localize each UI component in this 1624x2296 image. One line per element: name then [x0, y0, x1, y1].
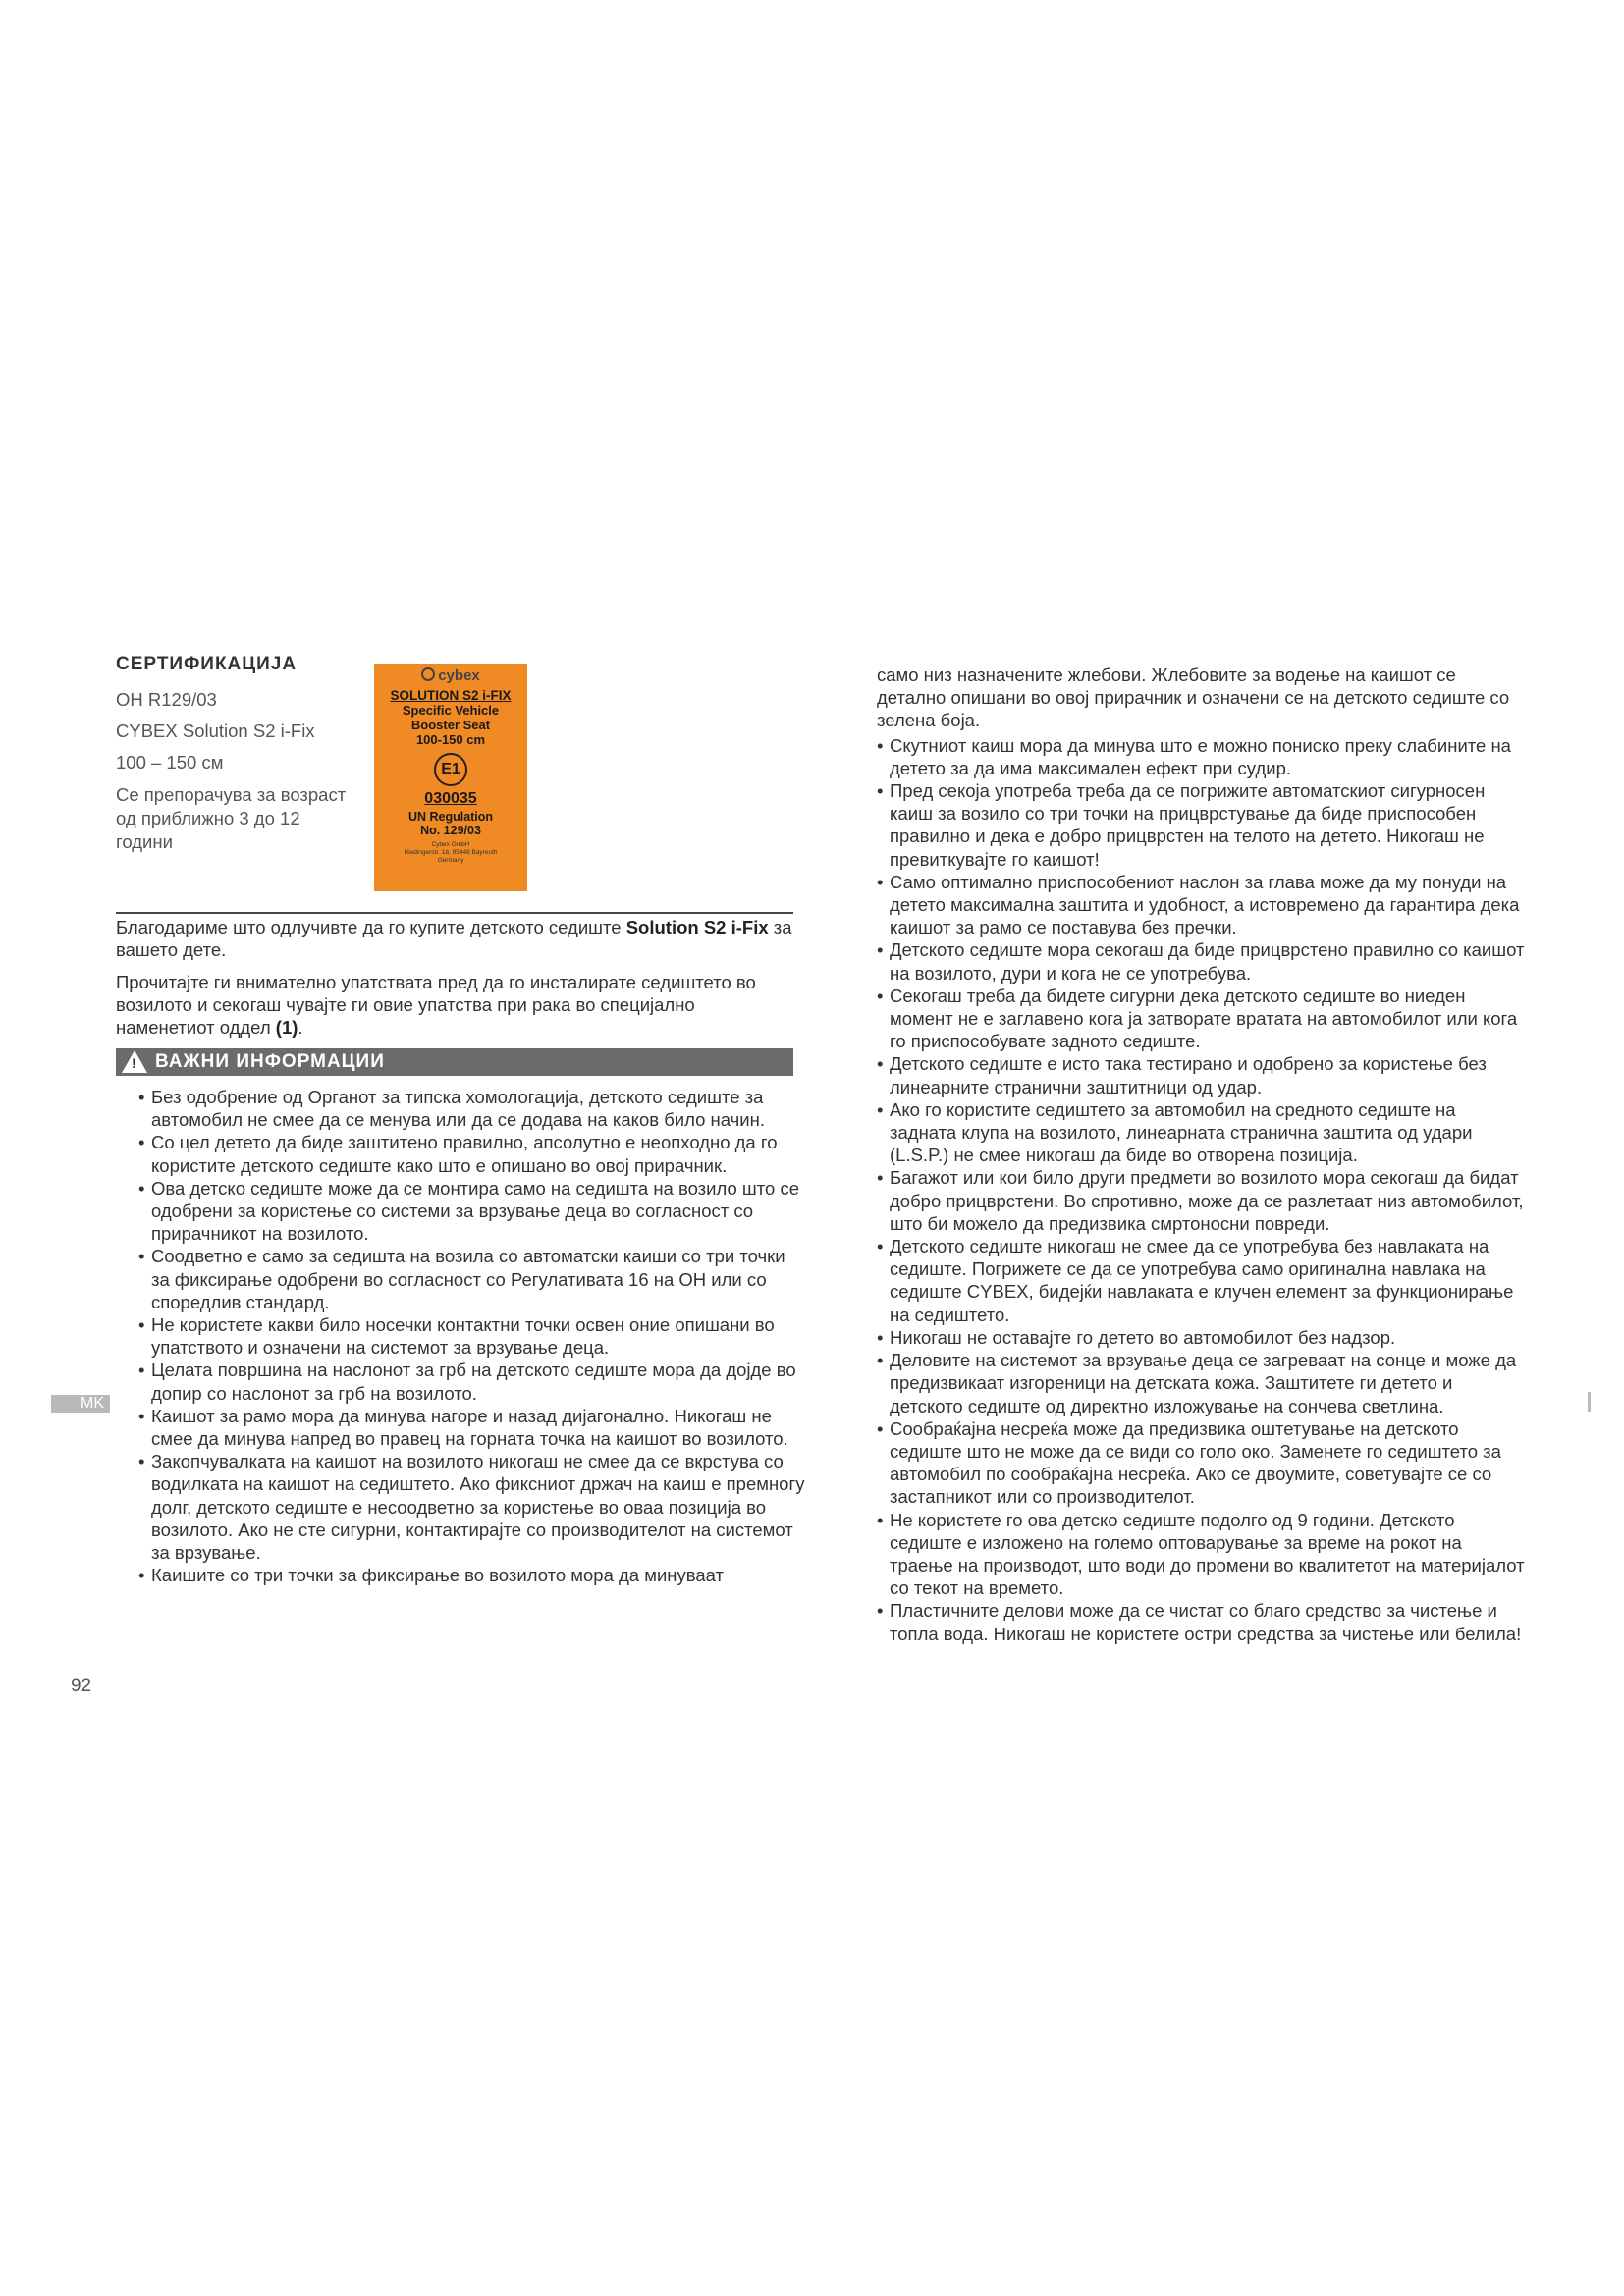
list-item: • Каишот за рамо мора да минува нагоре и назад дијагонално. Никогаш не смее да минува напред во правец на горната точка на каишот во возилото.: [138, 1405, 806, 1450]
warning-header: [116, 1048, 793, 1076]
list-item: • Само оптимално приспособениот наслон за глава може да му понуди на детето максимална заштита и удобност, а истовремено да гарантира дека каишот за рамо се поставува без пречки.: [877, 871, 1525, 939]
list-item: • Детското седиште е исто така тестирано и одобрено за користење без линеарните странични заштитници од удар.: [877, 1052, 1525, 1097]
language-tab: MK: [51, 1395, 110, 1413]
list-item: • Закопчувалката на каишот на возилото никогаш не смее да се вкрстува со водилката на каишот на седиштето. Ако фиксниот држач на каиш е премногу долг, детското седиште е несоодветно за користење во оваа позиција во возилото. Ако не сте сигурни, контактирајте со производителот на системот за врзување.: [138, 1450, 806, 1564]
list-item: • Со цел детето да биде заштитено правилно, апсолутно е неопходно да го користите детското седиште како што е опишано во овој прирачник.: [138, 1131, 806, 1176]
section-divider: [116, 912, 793, 914]
intro-section: [116, 916, 793, 1048]
intro-text: Благодариме што одлучивте да го купите детското седиште: [116, 917, 626, 937]
label-regulation-line: UN Regulation: [407, 810, 494, 824]
list-item: • Детското седиште мора секогаш да биде прицврстено правилно со каишот на возилото, дури и кога не се употребува.: [877, 938, 1525, 984]
list-item: • Ова детско седиште може да се монтира само на седишта на возило што се одобрени за користење со системи за врзување деца во согласност со прирачникот на возилото.: [138, 1177, 806, 1246]
list-item: • Ако го користите седиштето за автомобил на средното седиште на задната клупа на возилото, линеарната странична заштита од удари (L.S.P.) не смее никогаш да биде во отворена позиција.: [877, 1098, 1525, 1167]
page-number: 92: [71, 1676, 92, 1696]
list-item: • Секогаш треба да бидете сигурни дека детското седиште во ниеден момент не е заглавено кога ја затворате вратата на автомобилот или кога го приспособувате задното седиште.: [877, 985, 1525, 1053]
label-fine-print: [374, 841, 527, 865]
certification-section: [116, 654, 361, 854]
right-info-list: [877, 734, 1525, 1645]
list-item: • Целата површина на наслонот за грб на детското седиште мора да дојде во допир со наслонот за грб на возилото.: [138, 1359, 806, 1404]
approval-label: [374, 664, 527, 891]
right-info-column: [877, 664, 1525, 1645]
warning-title: ВАЖНИ ИНФОРМАЦИИ: [155, 1051, 385, 1072]
list-item: • Никогаш не оставајте го детето во автомобилот без надзор.: [877, 1326, 1525, 1349]
label-sub: [374, 703, 527, 747]
intro-text: за вашето дете.: [116, 917, 792, 960]
list-item: • Детското седиште никогаш не смее да се употребува без навлаката на седиште. Погрижете се да се употребува само оригинална навлака на седиште CYBEX, бидејќи навлаката е клучен елемент за функционирање на седиштето.: [877, 1235, 1525, 1326]
list-item: • Не користете го ова детско седиште подолго од 9 години. Детското седиште е изложено на големо оптоварување за време на рокот на траење на производот, што води до промени во квалитетот на материјалот со текот на времето.: [877, 1509, 1525, 1600]
continued-text: само низ назначените жлебови. Жлебовите за водење на каишот се детално опишани во овој прирачник и означени се на детското седиште со зелена боја.: [877, 665, 1510, 731]
list-item: • Деловите на системот за врзување деца се загреваат на сонце и може да предизвикаат изгореници на детската кожа. Заштитете ги детето и детското седиште од директно изложување на сончева светлина.: [877, 1349, 1525, 1417]
label-regulation-line: No. 129/03: [420, 824, 481, 837]
label-sub-line: Booster Seat: [410, 718, 491, 732]
label-fine-line: Germany: [437, 857, 464, 864]
list-item: • Без одобрение од Органот за типска хомологација, детското седиште за автомобил не смее да се менува или да се додава на каков било начин.: [138, 1086, 806, 1131]
intro-text: Прочитајте ги внимателно упатствата пред да го инсталирате седиштето во возилото и секогаш чувајте ги овие упатства при рака во специјално наменетиот оддел: [116, 972, 756, 1038]
brand-logo-icon: [421, 667, 435, 681]
label-product: SOLUTION S2 i-FIX: [390, 688, 512, 703]
certification-standard: ОН R129/03: [116, 689, 217, 710]
list-item: • Пред секоја употреба треба да се погрижите автоматскиот сигурносен каиш за возило со три точки на прицврстување да биде приспособен правилно и дека е добро прицврстен на телото на детето. Никогаш не превиткувајте го каишот!: [877, 779, 1525, 871]
list-item: • Сообраќајна несреќа може да предизвика оштетување на детското седиште што не може да се види со голо око. Заменете го седиштето за автомобил по сообраќајна несреќа. Ако се двоумите, советувајте се со застапникот или со производителот.: [877, 1417, 1525, 1509]
certification-product: CYBEX Solution S2 i-Fix: [116, 721, 315, 741]
left-info-list: [138, 1086, 806, 1586]
warning-triangle-icon: !: [122, 1050, 147, 1073]
list-item: • Багажот или кои било други предмети во возилото мора секогаш да бидат добро прицврстени. Во спротивно, може да се разлетаат низ автомобилот, што би можело да предизвика смртоносни повреди.: [877, 1166, 1525, 1235]
e-mark-icon: E1: [434, 753, 467, 786]
label-sub-line: 100-150 cm: [415, 732, 486, 747]
label-regulation: [374, 810, 527, 837]
certification-height-range: 100 – 150 см: [116, 752, 224, 773]
label-brand: [374, 667, 527, 684]
intro-paragraph-2: [116, 971, 793, 1039]
list-item: • Пластичните делови може да се чистат со благо средство за чистење и топла вода. Никогаш не користете остри средства за чистење или белила!: [877, 1599, 1525, 1644]
intro-reference: (1): [275, 1017, 298, 1038]
certification-title: СЕРТИФИКАЦИЈА: [116, 654, 298, 674]
list-item: • Скутниот каиш мора да минува што е можно пониско преку слабините на детето за да има максимален ефект при судир.: [877, 734, 1525, 779]
label-fine-line: Cybex GmbH: [431, 841, 470, 848]
certification-recommendation: Се препорачува за возраст од приближно 3 до 12 години: [116, 784, 347, 852]
intro-paragraph-1: [116, 916, 793, 961]
intro-text: .: [298, 1017, 303, 1038]
edge-marker: [1588, 1392, 1591, 1412]
list-item: • Не користете какви било носечки контактни точки освен оние опишани во упатството и означени на системот за врзување деца.: [138, 1313, 806, 1359]
label-brand-text: cybex: [438, 667, 480, 684]
label-fine-line: Riedingerstr. 18, 95448 Bayreuth: [404, 849, 498, 856]
intro-product-name: Solution S2 i-Fix: [625, 917, 769, 937]
label-sub-line: Specific Vehicle: [402, 703, 500, 718]
list-item: • Соодветно е само за седишта на возила со автоматски каиши со три точки за фиксирање одобрени во согласност со Регулативата 16 на ОН или со споредлив стандард.: [138, 1245, 806, 1313]
label-approval-number: 030035: [424, 790, 477, 807]
list-item: • Каишите со три точки за фиксирање во возилото мора да минуваат: [138, 1564, 806, 1586]
